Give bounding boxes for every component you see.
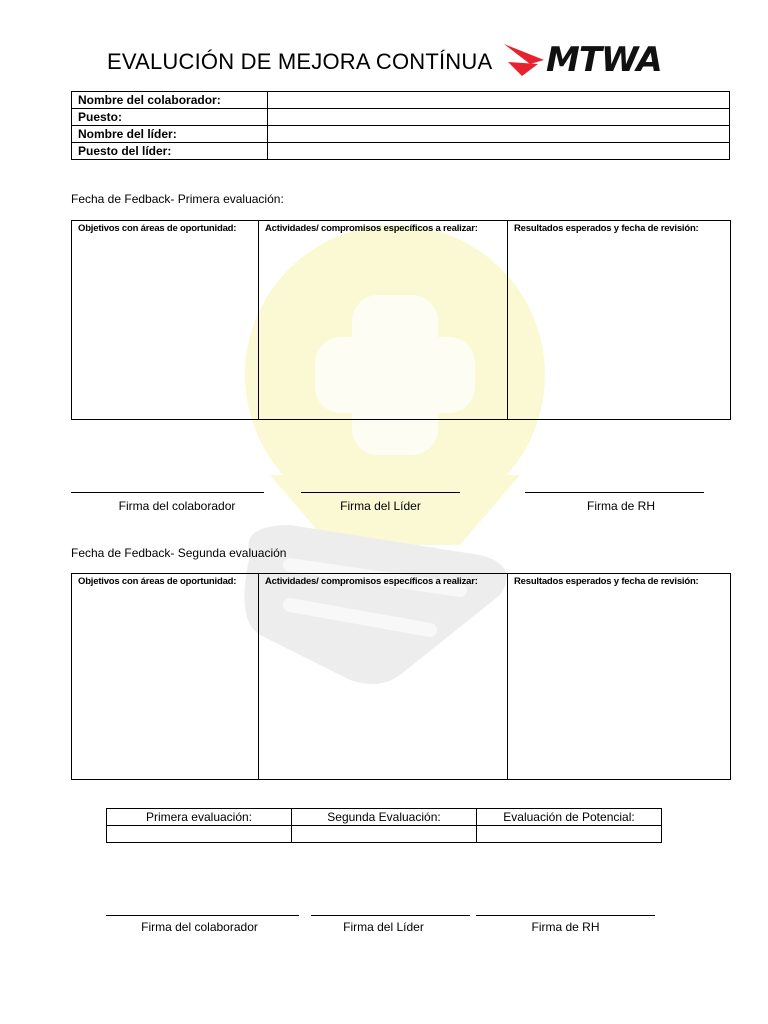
hr-signature-label: Firma de RH — [531, 920, 600, 934]
table-row — [72, 126, 730, 143]
leader-position-field[interactable] — [268, 143, 730, 160]
second-evaluation-header: Segunda Evaluación: — [292, 809, 477, 826]
hr-signature-line[interactable] — [476, 915, 655, 916]
activities-header: Actividades/ compromisos específicos a realizar: — [265, 223, 478, 234]
first-evaluation-grid — [71, 220, 731, 420]
employee-info-table — [71, 91, 730, 160]
collaborator-signature-line[interactable] — [106, 915, 299, 916]
second-evaluation-field[interactable] — [292, 826, 477, 843]
objectives-header: Objetivos con áreas de oportunidad: — [78, 223, 237, 234]
objectives-column[interactable] — [72, 221, 259, 419]
hr-signature-line[interactable] — [525, 492, 704, 493]
leader-name-label: Nombre del líder: — [72, 126, 268, 143]
leader-position-label: Puesto del líder: — [72, 143, 268, 160]
potential-evaluation-header: Evaluación de Potencial: — [477, 809, 662, 826]
leader-name-field[interactable] — [268, 126, 730, 143]
position-field[interactable] — [268, 109, 730, 126]
logo-text: MTWA — [546, 40, 662, 80]
second-evaluation-grid — [71, 573, 731, 780]
logo-wing-icon — [504, 40, 546, 80]
results-header: Resultados esperados y fecha de revisión: — [514, 576, 699, 587]
leader-signature-line[interactable] — [311, 915, 470, 916]
table-row — [72, 92, 730, 109]
leader-signature-line[interactable] — [301, 492, 460, 493]
first-evaluation-label: Fecha de Fedback- Primera evaluación: — [71, 192, 284, 206]
name-label: Nombre del colaborador: — [72, 92, 268, 109]
objectives-column[interactable] — [72, 574, 259, 779]
leader-signature-label: Firma del Líder — [340, 499, 421, 513]
second-evaluation-label: Fecha de Fedback- Segunda evaluación — [71, 546, 287, 560]
activities-column[interactable] — [259, 221, 508, 419]
activities-column[interactable] — [259, 574, 508, 779]
leader-signature-label: Firma del Líder — [343, 920, 424, 934]
page-title: EVALUCIÓN DE MEJORA CONTÍNUA — [107, 49, 493, 74]
potential-evaluation-field[interactable] — [477, 826, 662, 843]
table-row — [72, 109, 730, 126]
hr-signature-label: Firma de RH — [586, 499, 655, 513]
collaborator-signature-label: Firma del colaborador — [118, 499, 236, 513]
first-evaluation-header: Primera evaluación: — [107, 809, 292, 826]
company-logo — [504, 40, 662, 80]
collaborator-signature-label: Firma del colaborador — [141, 920, 258, 934]
activities-header: Actividades/ compromisos específicos a realizar: — [265, 576, 478, 587]
table-row — [107, 809, 662, 826]
objectives-header: Objetivos con áreas de oportunidad: — [78, 576, 237, 587]
table-row — [107, 826, 662, 843]
first-evaluation-field[interactable] — [107, 826, 292, 843]
evaluation-summary-table — [106, 808, 662, 843]
collaborator-signature-line[interactable] — [71, 492, 264, 493]
name-field[interactable] — [268, 92, 730, 109]
results-header: Resultados esperados y fecha de revisión: — [514, 223, 699, 234]
table-row — [72, 143, 730, 160]
position-label: Puesto: — [72, 109, 268, 126]
